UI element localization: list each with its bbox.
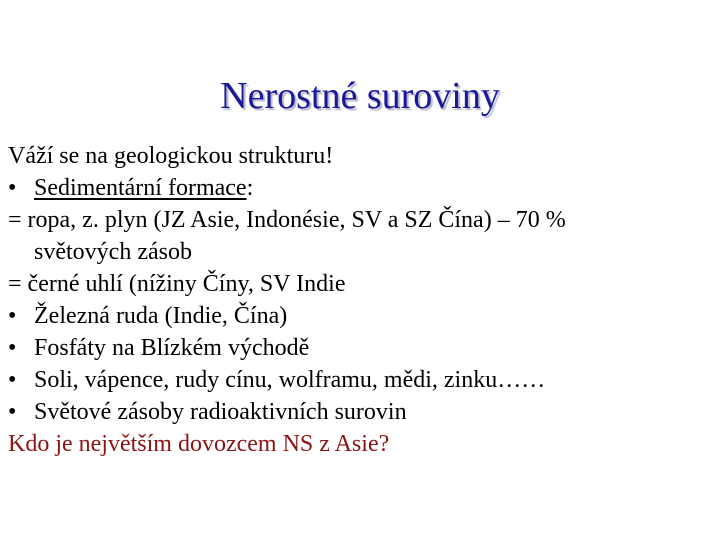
- coal-line: [8, 268, 712, 300]
- bullet-icon: •: [8, 303, 17, 329]
- bullet-item-sedimentary: [8, 172, 712, 204]
- sedimentary-colon: :: [246, 175, 254, 201]
- bullet-icon: •: [8, 367, 17, 393]
- bullet-item-radioactive: [8, 396, 712, 428]
- salts-text: Soli, vápence, rudy cínu, wolframu, mědi, zinku……: [34, 367, 546, 393]
- coal-text: = černé uhlí (nížiny Číny, SV Indie: [8, 271, 346, 297]
- oil-gas-line: [8, 204, 712, 236]
- radioactive-text: Světové zásoby radioaktivních surovin: [34, 399, 407, 425]
- bullet-item-iron: [8, 300, 712, 332]
- bullet-icon: •: [8, 175, 17, 201]
- oil-gas-text: = ropa, z. plyn (JZ Asie, Indonésie, SV a SZ Čína) – 70 %: [8, 207, 566, 233]
- bullet-item-phosphates: [8, 332, 712, 364]
- bullet-item-salts: [8, 364, 712, 396]
- question-line: [8, 428, 712, 460]
- intro-line: [8, 140, 712, 172]
- slide-title: Nerostné suroviny: [220, 75, 500, 117]
- bullet-icon: •: [8, 399, 17, 425]
- iron-text: Železná ruda (Indie, Čína): [34, 303, 288, 329]
- question-text: Kdo je největším dovozcem NS z Asie?: [8, 431, 390, 457]
- bullet-icon: •: [8, 335, 17, 361]
- phosphates-text: Fosfáty na Blízkém východě: [34, 335, 310, 361]
- oil-gas-continuation: [8, 236, 712, 268]
- intro-text: Váží se na geologickou strukturu!: [8, 143, 334, 169]
- sedimentary-label: Sedimentární formace: [34, 175, 247, 201]
- slide-content: [8, 140, 712, 460]
- oil-gas-continuation-text: světových zásob: [34, 239, 192, 265]
